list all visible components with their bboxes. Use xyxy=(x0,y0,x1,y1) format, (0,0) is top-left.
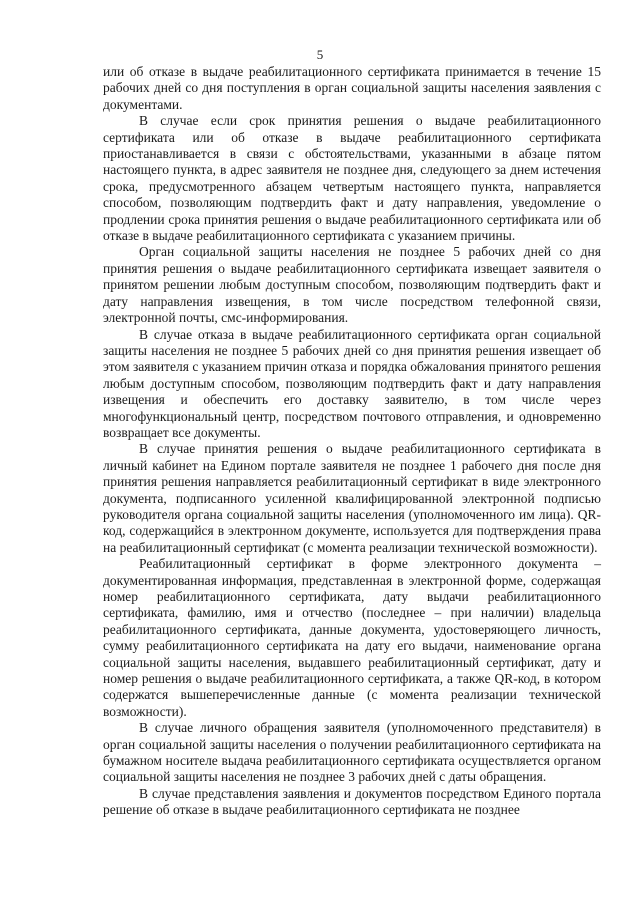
paragraph: В случае принятия решения о выдаче реабилитационного сертификата в личный кабинет на Едином портале заявителя не позднее 1 рабочего дня после дня принятия решения направляется реабилитационный сертификат в виде электронного документа, подписанного усиленной квалифицированной электронной подписью руководителя органа социальной защиты населения (уполномоченного им лица). QR-код, содержащийся в электронном документе, используется для подтверждения права на реабилитационный сертификат (с момента реализации технической возможности). xyxy=(103,441,601,555)
paragraph: В случае отказа в выдаче реабилитационного сертификата орган социальной защиты населения не позднее 5 рабочих дней со дня принятия решения извещает об этом заявителя с указанием причин отказа и порядка обжалования принятого решения любым доступным способом, позволяющим подтвердить факт и дату направления извещения и обеспечить его доставку заявителю, в том числе через многофункциональный центр, посредством почтового отправления, и одновременно возвращает все документы. xyxy=(103,326,601,440)
paragraph: В случае представления заявления и документов посредством Единого портала решение об отказе в выдаче реабилитационного сертификата не позднее xyxy=(103,785,601,818)
paragraph: В случае если срок принятия решения о выдаче реабилитационного сертификата или об отказе в выдаче реабилитационного сертификата приостанавливается в связи с обстоятельствами, указанными в абзаце пятом настоящего пункта, в адрес заявителя не позднее дня, следующего за днем истечения срока, предусмотренного абзацем четвертым настоящего пункта, направляется способом, позволяющим подтвердить факт и дату направления, уведомление о продлении срока принятия решения о выдаче реабилитационного сертификата или об отказе в выдаче реабилитационного сертификата с указанием причины. xyxy=(103,113,601,244)
page-number: 5 xyxy=(316,47,324,62)
paragraph: или об отказе в выдаче реабилитационного сертификата принимается в течение 15 рабочих дней со дня поступления в орган социальной защиты населения заявления с документами. xyxy=(103,64,601,112)
paragraph: Реабилитационный сертификат в форме электронного документа – документированная информация, представленная в электронной форме, содержащая номер реабилитационного сертификата, дату выдачи реабилитационного сертификата, фамилию, имя и отчество (последнее – при наличии) владельца реабилитационного сертификата, данные документа, удостоверяющего личность, сумму реабилитационного сертификата на дату его выдачи, наименование органа социальной защиты населения, выдавшего реабилитационный сертификат, дату и номер решения о выдаче реабилитационного сертификата, а также QR-код, в котором содержатся вышеперечисленные данные (с момента реализации технической возможности). xyxy=(103,556,601,719)
document-body xyxy=(103,64,601,819)
paragraph: В случае личного обращения заявителя (уполномоченного представителя) в орган социальной защиты населения о получении реабилитационного сертификата на бумажном носителе выдача реабилитационного сертификата осуществляется органом социальной защиты населения не позднее 3 рабочих дней с даты обращения. xyxy=(103,720,601,785)
paragraph: Орган социальной защиты населения не позднее 5 рабочих дней со дня принятия решения о выдаче реабилитационного сертификата извещает заявителя о принятом решении любым доступным способом, позволяющим подтвердить факт и дату направления извещения, в том числе посредством телефонной связи, электронной почты, смс-информирования. xyxy=(103,244,601,326)
